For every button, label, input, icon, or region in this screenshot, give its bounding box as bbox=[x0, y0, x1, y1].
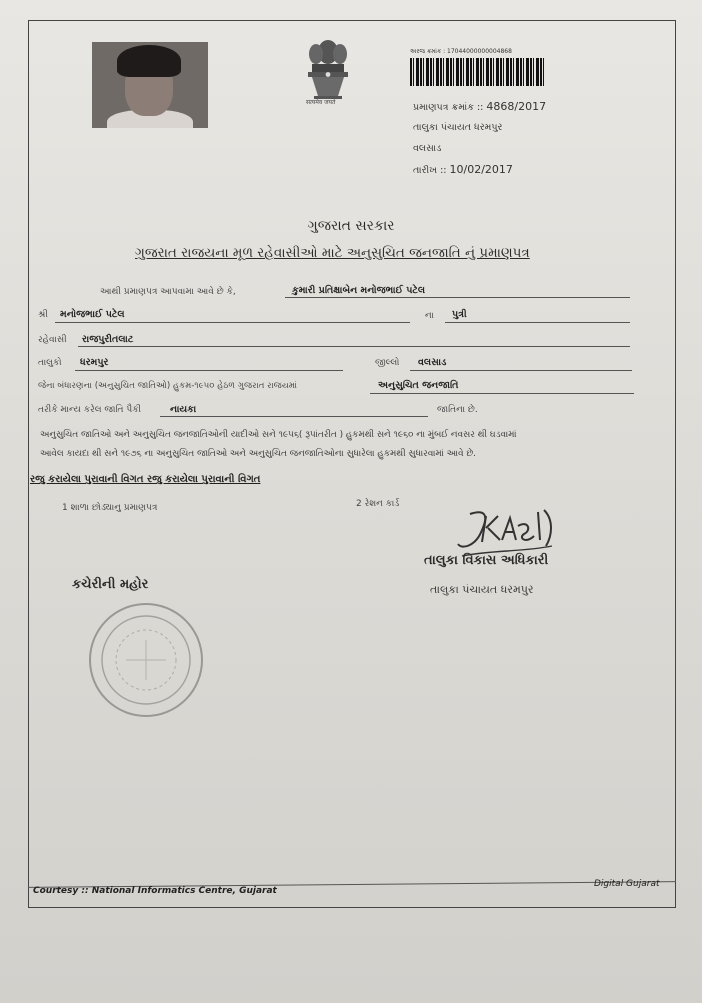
resident-label: રહેવાસી bbox=[38, 335, 67, 345]
issuing-district: વલસાડ bbox=[413, 143, 442, 154]
certificate-number: પ્રમાણપત્ર ક્રમાંક :: 4868/2017 bbox=[413, 100, 547, 113]
caste-value: નાયકા bbox=[170, 404, 197, 415]
national-emblem-icon bbox=[300, 30, 356, 106]
barcode bbox=[410, 58, 545, 86]
document-item: 2 રેશન કાર્ડ bbox=[356, 499, 400, 509]
certificate-border bbox=[28, 20, 676, 908]
applicant-photo bbox=[92, 42, 208, 128]
office-seal-label: કચેરીની મહોર bbox=[72, 577, 149, 592]
district-value: વલસાડ bbox=[418, 357, 447, 368]
government-title: ગુજરાત સરકાર bbox=[307, 218, 395, 234]
caste-label: તરીકે માન્ય કરેલ જાતિ પૈકી bbox=[38, 405, 142, 415]
legal-paragraph-line-1: અનુસુચિત જાતિઓ અને અનુસુચિત જનજાતિઓની યાદીઓ સને ૧૯૫૬( રૂપાંતરીત ) હુકમથી સને ૧૯૬૦ ના મુંબઈ નવસર થી ઘડવામાં bbox=[40, 430, 517, 440]
barcode-label: અરજ ક્રમાંક : 17044000000004868 bbox=[410, 48, 512, 55]
document-item: 1 શાળા છોડ્યાનુ પ્રમાણપત્ર bbox=[62, 503, 158, 513]
emblem-motto: सत्यमेव जयते bbox=[306, 99, 336, 106]
office-seal-stamp bbox=[86, 600, 206, 720]
taluka-value: ધરમપુર bbox=[80, 357, 109, 368]
issuing-office: તાલુકા પંચાયત ધરમપુર bbox=[413, 122, 503, 133]
legal-paragraph-line-2: આવેલ કાયદા થી સને ૧૯૭૬ ના અનુસુચિત જાતિઓ અને અનુસુચિત જનજાતિઓના સુધારેલા હુકમથી સુધારવામાં આવે છે. bbox=[40, 449, 476, 459]
issued-to-label: આથી પ્રમાણપત્ર આપવામા આવે છે કે, bbox=[100, 287, 236, 297]
father-name: મનોજભાઈ પટેલ bbox=[60, 309, 125, 320]
district-label: જીલ્લો bbox=[375, 358, 400, 368]
taluka-label: તાલુકો bbox=[38, 358, 62, 368]
issue-date: તારીખ :: 10/02/2017 bbox=[413, 163, 513, 176]
shri-label: શ્રી bbox=[38, 310, 48, 320]
applicant-name: કુમારી પ્રતિક્ષાબેન મનોજભાઈ પટેલ bbox=[292, 285, 426, 296]
caste-suffix: જાતિના છે. bbox=[437, 405, 478, 415]
officer-designation: તાલુકા વિકાસ અધિકારી bbox=[424, 553, 549, 568]
order-label: જેના બંધારણના (અનુસુચિત જાતિઓ) હુકમ-૧૯૫૦ હેઠળ ગુજરાત રાજયમાં bbox=[38, 381, 298, 391]
relation-value: પુત્રી bbox=[452, 309, 467, 320]
relation-label: ના bbox=[425, 311, 434, 321]
footer-courtesy: Courtesy :: National Informatics Centre, Gujarat bbox=[33, 886, 277, 896]
documents-heading: રજુ કરાયેલા પુરાવાની વિગત રજુ કરાયેલા પુરાવાની વિગત bbox=[30, 474, 261, 485]
certificate-title: ગુજરાત રાજયના મૂળ રહેવાસીઓ માટે અનુસુચિત જનજાતિ નું પ્રમાણપત્ર bbox=[135, 245, 530, 261]
order-value: અનુસુચિત જનજાતિ bbox=[378, 380, 459, 391]
resident-value: રાજપુરીતલાટ bbox=[82, 334, 134, 345]
footer-digital-gujarat: Digital Gujarat bbox=[594, 879, 660, 889]
officer-office: તાલુકા પંચાયત ધરમપુર bbox=[430, 583, 534, 596]
